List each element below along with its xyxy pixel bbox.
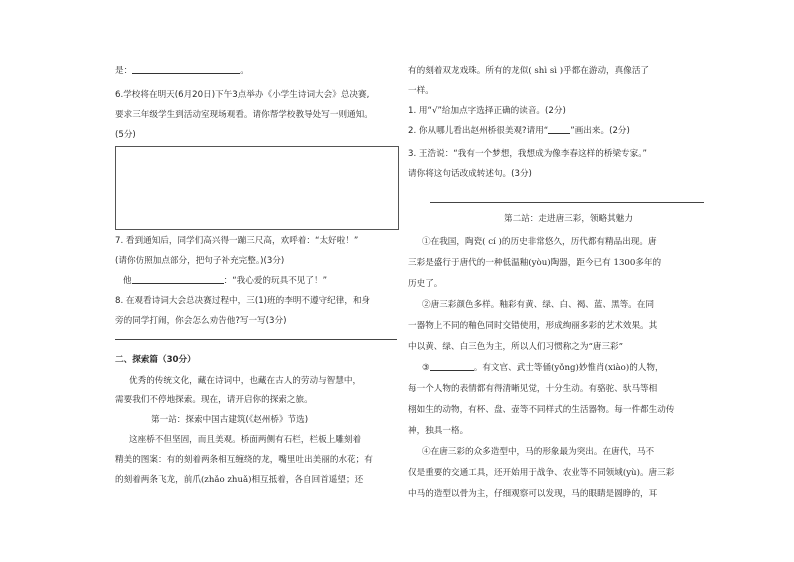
question-6-score: (5分): [115, 130, 136, 140]
answer-rule-left: [115, 339, 397, 340]
s2-para-2-line-1: ②唐三彩颜色多样。釉彩有黄、绿、白、褐、蓝、黑等。在同: [422, 300, 655, 310]
right-question-3-line-1: 3. 王浩说：“我有一个梦想，我想成为像李春这样的桥梁专家。”: [408, 149, 647, 159]
right-question-2-suffix: ”画出来。(2分): [570, 126, 630, 136]
s2-para-2-line-3: 中以黄、绿、白三色为主，所以人们习惯称之为“唐三彩”: [408, 342, 624, 352]
underline-symbol: [548, 126, 570, 134]
question-7-fill-line: [123, 272, 327, 291]
s2-para-3-number: ③: [422, 363, 430, 373]
s2-para-3-line-2: 每一个人物的表情都有得清晰见觉，十分生动。有骆驼、驮马等相: [408, 384, 658, 394]
intro-line-2: 需要我们不停地探索。现在，请开启你的探索之旅。: [115, 395, 313, 405]
right-question-1: 1. 用“√”给加点字选择正确的读音。(2分): [408, 106, 566, 116]
answer-rule-right: [430, 202, 704, 203]
s2-para-1-line-2: 三彩是盛行于唐代的一种低温釉(yòu)陶器，距今已有 1300多年的: [408, 258, 662, 268]
answer-blank[interactable]: [132, 63, 240, 74]
s2-para-1-line-3: 历史了。: [408, 279, 443, 289]
section-title: 二、探索篇（30分）: [115, 355, 196, 365]
question-8-line-2: 旁的同学打闹，你会怎么劝告他?写一写(3分): [115, 316, 287, 326]
s2-para-3-blank[interactable]: [430, 360, 474, 371]
answer-prefix: 是：: [115, 66, 133, 76]
s2-para-3-line-3: 栩如生的动物，有杯、盘、壶等不同样式的生活器物。每一件都生动传: [408, 405, 675, 415]
station-1-title: 第一站：探索中国古建筑(《赵州桥》节选): [151, 415, 309, 425]
question-7-suffix: ：“我心爱的玩具不见了！”: [223, 276, 328, 286]
question-7-line-2: (请你仿照加点部分，把句子补充完整。)(3分): [115, 256, 285, 266]
passage-1-cont-line-1: 有的刻着双龙戏珠。所有的龙似( shì sì )乎都在游动，真像活了: [408, 66, 650, 76]
right-question-2: [408, 122, 630, 141]
question-6-line-1: 6.学校将在明天(6月20日)下午3点举办《小学生诗词大会》总决赛,: [115, 90, 370, 100]
question-6-line-2: 要求三年级学生到活动室现场观看。请你帮学校教导处写一则通知。: [115, 110, 373, 120]
s2-para-1-line-1: ①在我国，陶瓷( cí )的历史非常悠久，历代都有精品出现。唐: [422, 237, 657, 247]
s2-para-3-line-1-text: 。有文官、武士等俑(yǒng)妙惟肖(xiào)的人物，: [473, 363, 664, 373]
intro-line-1: 优秀的传统文化，藏在诗词中，也藏在古人的劳动与智慧中，: [129, 376, 362, 386]
s2-para-4-line-3: 中马的造型以骨为主，仔细观察可以发现，马的眼睛是圆睁的，耳: [408, 489, 658, 499]
question-7-blank[interactable]: [132, 273, 224, 284]
answer-line: [115, 62, 249, 81]
question-7-prefix: 他: [123, 276, 132, 286]
s2-para-3-line-1: [422, 359, 664, 378]
passage-1-line-2: 精美的图案：有的刻着两条相互缠绕的龙，嘴里吐出美丽的水花；有: [115, 455, 373, 465]
s2-para-4-line-2: 仅是重要的交通工具，还开始用于战争、农业等不同领域(yù)。唐三彩: [408, 468, 675, 478]
notice-writing-box[interactable]: [115, 146, 399, 230]
right-question-2-prefix: 2. 你从哪儿看出赵州桥很美观?请用“: [408, 126, 549, 136]
passage-1-cont-line-2: 一样。: [408, 86, 434, 96]
station-2-title: 第二站：走进唐三彩，领略其魅力: [504, 214, 633, 224]
question-8-line-1: 8. 在观看诗词大会总决赛过程中，三(1)班的李明不遵守纪律，和身: [115, 296, 371, 306]
s2-para-2-line-2: 一器物上不同的釉色同时交错使用，形成绚丽多彩的艺术效果。其: [408, 321, 658, 331]
s2-para-4-line-1: ④在唐三彩的众多造型中，马的形象最为突出。在唐代，马不: [422, 447, 655, 457]
passage-1-line-1: 这座桥不但坚固，而且美观。桥面两侧有石栏，栏板上雕刻着: [129, 435, 362, 445]
right-question-3-line-2: 请你将这句话改成转述句。(3分): [408, 169, 532, 179]
s2-para-3-line-4: 神，独具一格。: [408, 426, 469, 436]
passage-1-line-3: 的刻着两条飞龙，前爪(zhǎo zhuǎ)相互抵着，各自回首遥望；还: [115, 475, 364, 485]
answer-suffix: 。: [240, 66, 249, 76]
question-7-line-1: 7. 看到通知后，同学们高兴得一蹦三尺高，欢呼着：“太好啦！”: [115, 236, 359, 246]
